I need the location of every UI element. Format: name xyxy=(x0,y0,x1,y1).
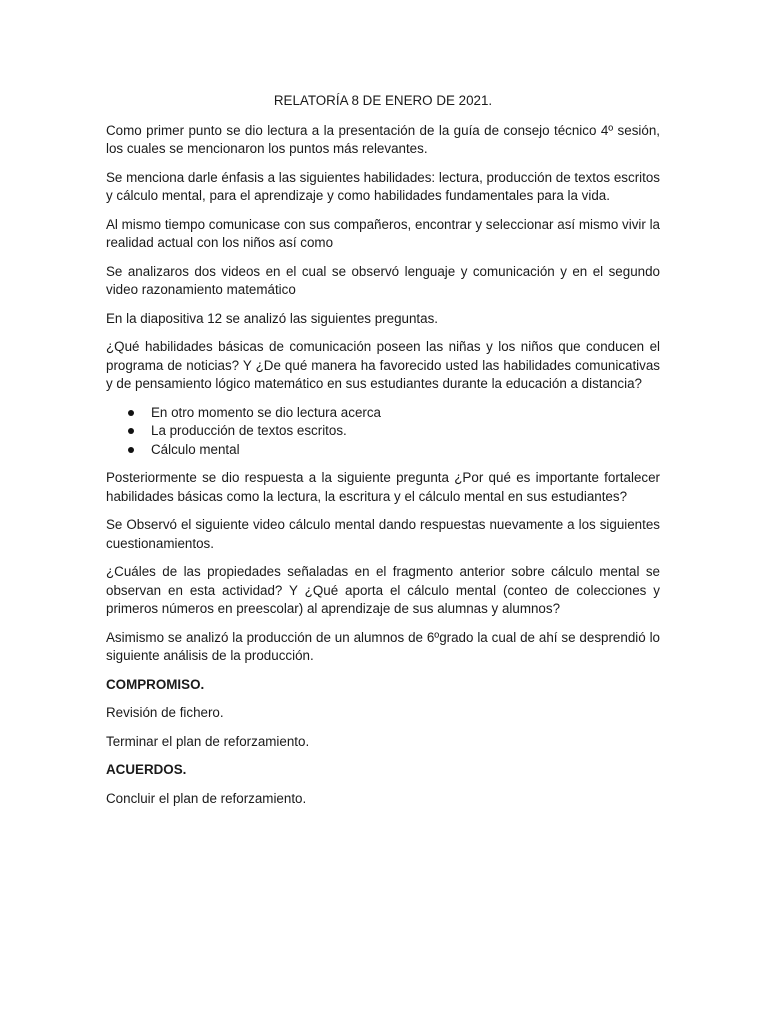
paragraph: Al mismo tiempo comunicase con sus compañeros, encontrar y seleccionar así mismo vivir la realidad actual con los niños así como xyxy=(106,216,660,250)
list-item xyxy=(106,404,660,423)
paragraph: Se analizaros dos videos en el cual se observó lenguaje y comunicación y en el segundo video razonamiento matemático xyxy=(106,263,660,297)
compromiso-item: Revisión de fichero. xyxy=(106,705,224,720)
list-item-text: La producción de textos escritos. xyxy=(151,423,347,438)
list-item xyxy=(106,441,660,460)
acuerdos-item: Concluir el plan de reforzamiento. xyxy=(106,790,307,806)
bullet-list xyxy=(106,404,660,460)
paragraph: ¿Cuáles de las propiedades señaladas en el fragmento anterior sobre cálculo mental se observan en esta actividad? Y ¿Qué aporta el cálculo mental (conteo de colecciones y primeros números en preescolar) al aprendizaje de sus alumnas y alumnos? xyxy=(106,564,660,616)
bullet-icon xyxy=(128,428,134,434)
list-item-text: Cálculo mental xyxy=(151,441,240,457)
compromiso-item: Terminar el plan de reforzamiento. xyxy=(106,733,310,749)
compromiso-heading: COMPROMISO. xyxy=(106,676,205,692)
list-item xyxy=(106,422,660,441)
list-item-text: En otro momento se dio lectura acerca xyxy=(151,404,381,420)
paragraph: Asimismo se analizó la producción de un alumnos de 6ºgrado la cual de ahí se desprendió lo siguiente análisis de la producción. xyxy=(106,629,660,663)
document-page xyxy=(106,92,660,818)
document-title: RELATORÍA 8 DE ENERO DE 2021. xyxy=(273,93,493,108)
paragraph: Posteriormente se dio respuesta a la siguiente pregunta ¿Por qué es importante fortalecer habilidades básicas como la lectura, la escritura y el cálculo mental en sus estudiantes? xyxy=(106,470,660,504)
paragraph: Se Observó el siguiente video cálculo mental dando respuestas nuevamente a los siguientes cuestionamientos. xyxy=(106,517,660,551)
paragraph: En la diapositiva 12 se analizó las siguientes preguntas. xyxy=(106,310,439,326)
paragraph: ¿Qué habilidades básicas de comunicación poseen las niñas y los niños que conducen el programa de noticias? Y ¿De qué manera ha favorecido usted las habilidades comunicativas y de pensamiento lógico matemático en sus estudiantes durante la educación a distancia? xyxy=(106,339,660,391)
bullet-icon xyxy=(128,447,134,453)
paragraph: Se menciona darle énfasis a las siguientes habilidades: lectura, producción de textos escritos y cálculo mental, para el aprendizaje y como habilidades fundamentales para la vida. xyxy=(106,169,660,203)
acuerdos-heading: ACUERDOS. xyxy=(106,762,187,777)
bullet-icon xyxy=(128,410,134,416)
paragraph: Como primer punto se dio lectura a la presentación de la guía de consejo técnico 4º sesión, los cuales se mencionaron los puntos más relevantes. xyxy=(106,122,660,156)
